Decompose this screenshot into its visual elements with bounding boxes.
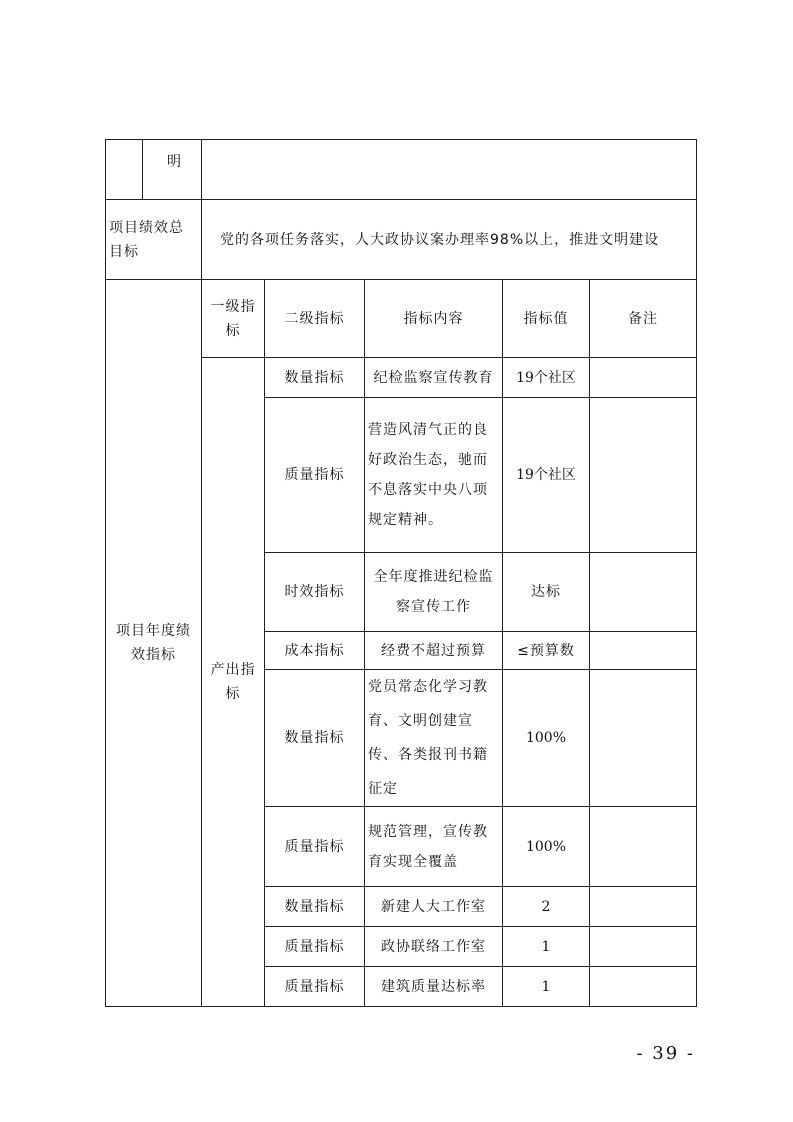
row-remark (590, 887, 697, 927)
row-remark (590, 553, 697, 632)
row-remark (590, 358, 697, 398)
page-number: - 39 - (636, 1043, 695, 1064)
row-level2: 成本指标 (265, 632, 365, 670)
annual-label: 项目年度绩效指标 (106, 280, 202, 1007)
goal-label: 项目绩效总目标 (106, 200, 202, 280)
row-remark (590, 670, 697, 807)
row-level2: 数量指标 (265, 887, 365, 927)
header-value: 指标值 (503, 280, 590, 358)
row-value: 1 (503, 927, 590, 967)
row-remark (590, 398, 697, 553)
top-row-label: 明 (167, 154, 182, 170)
header-row (106, 280, 697, 358)
row-remark (590, 807, 697, 887)
header-level1: 一级指标 (202, 280, 265, 358)
row-level2: 质量指标 (265, 967, 365, 1007)
row-content: 全年度推进纪检监察宣传工作 (365, 553, 503, 632)
header-content: 指标内容 (365, 280, 503, 358)
row-level2: 时效指标 (265, 553, 365, 632)
row-value: 100% (503, 670, 590, 807)
row-value: 1 (503, 967, 590, 1007)
row-content: 纪检监察宣传教育 (365, 358, 503, 398)
top-row-content (202, 140, 697, 200)
row-level2: 质量指标 (265, 807, 365, 887)
header-level2: 二级指标 (265, 280, 365, 358)
row-level2: 质量指标 (265, 398, 365, 553)
top-left-cell (106, 140, 202, 200)
header-remark: 备注 (590, 280, 697, 358)
row-remark (590, 927, 697, 967)
row-value: ≤预算数 (503, 632, 590, 670)
row-value: 19个社区 (503, 358, 590, 398)
level1-output: 产出指标 (202, 358, 265, 1007)
row-value: 达标 (503, 553, 590, 632)
row-remark (590, 632, 697, 670)
row-content: 营造风清气正的良好政治生态，驰而不息落实中央八项规定精神。 (365, 398, 503, 553)
row-content: 经费不超过预算 (365, 632, 503, 670)
performance-table (105, 139, 697, 1007)
row-content: 政协联络工作室 (365, 927, 503, 967)
row-content: 党员常态化学习教育、文明创建宣传、各类报刊书籍征定 (365, 670, 503, 807)
row-content: 规范管理，宣传教育实现全覆盖 (365, 807, 503, 887)
row-value: 19个社区 (503, 398, 590, 553)
row-level2: 数量指标 (265, 358, 365, 398)
row-level2: 质量指标 (265, 927, 365, 967)
goal-row (106, 200, 697, 280)
row-content: 建筑质量达标率 (365, 967, 503, 1007)
row-level2: 数量指标 (265, 670, 365, 807)
row-value: 100% (503, 807, 590, 887)
row-remark (590, 967, 697, 1007)
goal-content: 党的各项任务落实，人大政协议案办理率98%以上，推进文明建设 (202, 200, 697, 280)
top-partial-row (106, 140, 697, 200)
row-content: 新建人大工作室 (365, 887, 503, 927)
row-value: 2 (503, 887, 590, 927)
